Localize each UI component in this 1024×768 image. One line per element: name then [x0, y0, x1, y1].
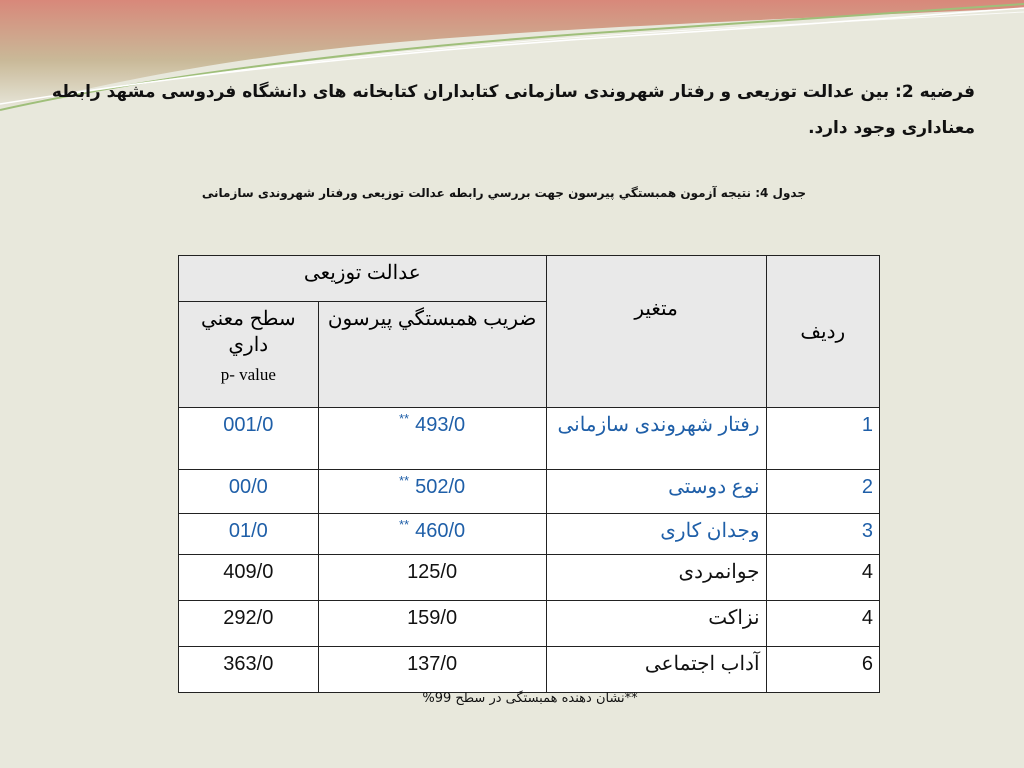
table-caption: جدول 4: نتیجه آزمون همبستگي پيرسون جهت بررسي رابطه عدالت توزیعی ورفتار شهروندی سازمانی	[201, 186, 806, 200]
cell-variable: نوع دوستی	[546, 470, 766, 514]
significance-mark: **	[399, 517, 410, 532]
pearson-value: 460/0	[415, 520, 466, 542]
table-body	[179, 408, 880, 693]
cell-variable: وجدان کاری	[546, 514, 766, 555]
cell-row-number: 1	[766, 408, 879, 470]
header-significance-label: سطح معني داري	[200, 308, 296, 356]
header-row-number: ردیف	[766, 256, 879, 408]
table-footnote: **نشان دهنده همبستگی در سطح 99%	[422, 691, 638, 706]
hypothesis-body: بین عدالت توزیعی و رفتار شهروندی سازمانی کتابداران کتابخانه های دانشگاه فردوسی مشهد رابطه معناداری وجود دارد.	[51, 82, 975, 138]
header-variable: متغیر	[546, 256, 766, 408]
cell-row-number: 6	[766, 647, 879, 693]
significance-mark: **	[399, 473, 410, 488]
table-row	[179, 408, 880, 470]
cell-row-number: 2	[766, 470, 879, 514]
header-pearson: ضريب همبستگي پيرسون	[318, 302, 546, 408]
pearson-value: 493/0	[415, 414, 466, 436]
table-row	[179, 647, 880, 693]
cell-p-value: 01/0	[179, 514, 319, 555]
pearson-value: 137/0	[407, 653, 458, 675]
correlation-table	[178, 255, 880, 693]
table-row	[179, 514, 880, 555]
table-row	[179, 555, 880, 601]
cell-p-value: 409/0	[179, 555, 319, 601]
cell-pearson	[318, 470, 546, 514]
hypothesis-text	[40, 74, 975, 146]
cell-pearson	[318, 408, 546, 470]
cell-p-value: 292/0	[179, 601, 319, 647]
cell-row-number: 4	[766, 601, 879, 647]
header-distributive-justice: عدالت توزیعی	[179, 256, 547, 302]
cell-p-value: 00/0	[179, 470, 319, 514]
cell-p-value: 001/0	[179, 408, 319, 470]
table-row	[179, 601, 880, 647]
cell-pearson	[318, 514, 546, 555]
header-p-value: p- value	[220, 365, 276, 384]
cell-variable: نزاکت	[546, 601, 766, 647]
cell-row-number: 3	[766, 514, 879, 555]
cell-variable: رفتار شهروندی سازمانی	[546, 408, 766, 470]
cell-variable: آداب اجتماعی	[546, 647, 766, 693]
cell-variable: جوانمردی	[546, 555, 766, 601]
cell-pearson	[318, 647, 546, 693]
significance-mark: **	[399, 411, 410, 426]
header-significance	[179, 302, 319, 408]
cell-pearson	[318, 555, 546, 601]
cell-pearson	[318, 601, 546, 647]
pearson-value: 502/0	[415, 476, 466, 498]
hypothesis-label: فرضیه 2:	[895, 82, 975, 102]
pearson-value: 159/0	[407, 607, 458, 629]
table-row	[179, 470, 880, 514]
cell-row-number: 4	[766, 555, 879, 601]
pearson-value: 125/0	[407, 561, 458, 583]
cell-p-value: 363/0	[179, 647, 319, 693]
